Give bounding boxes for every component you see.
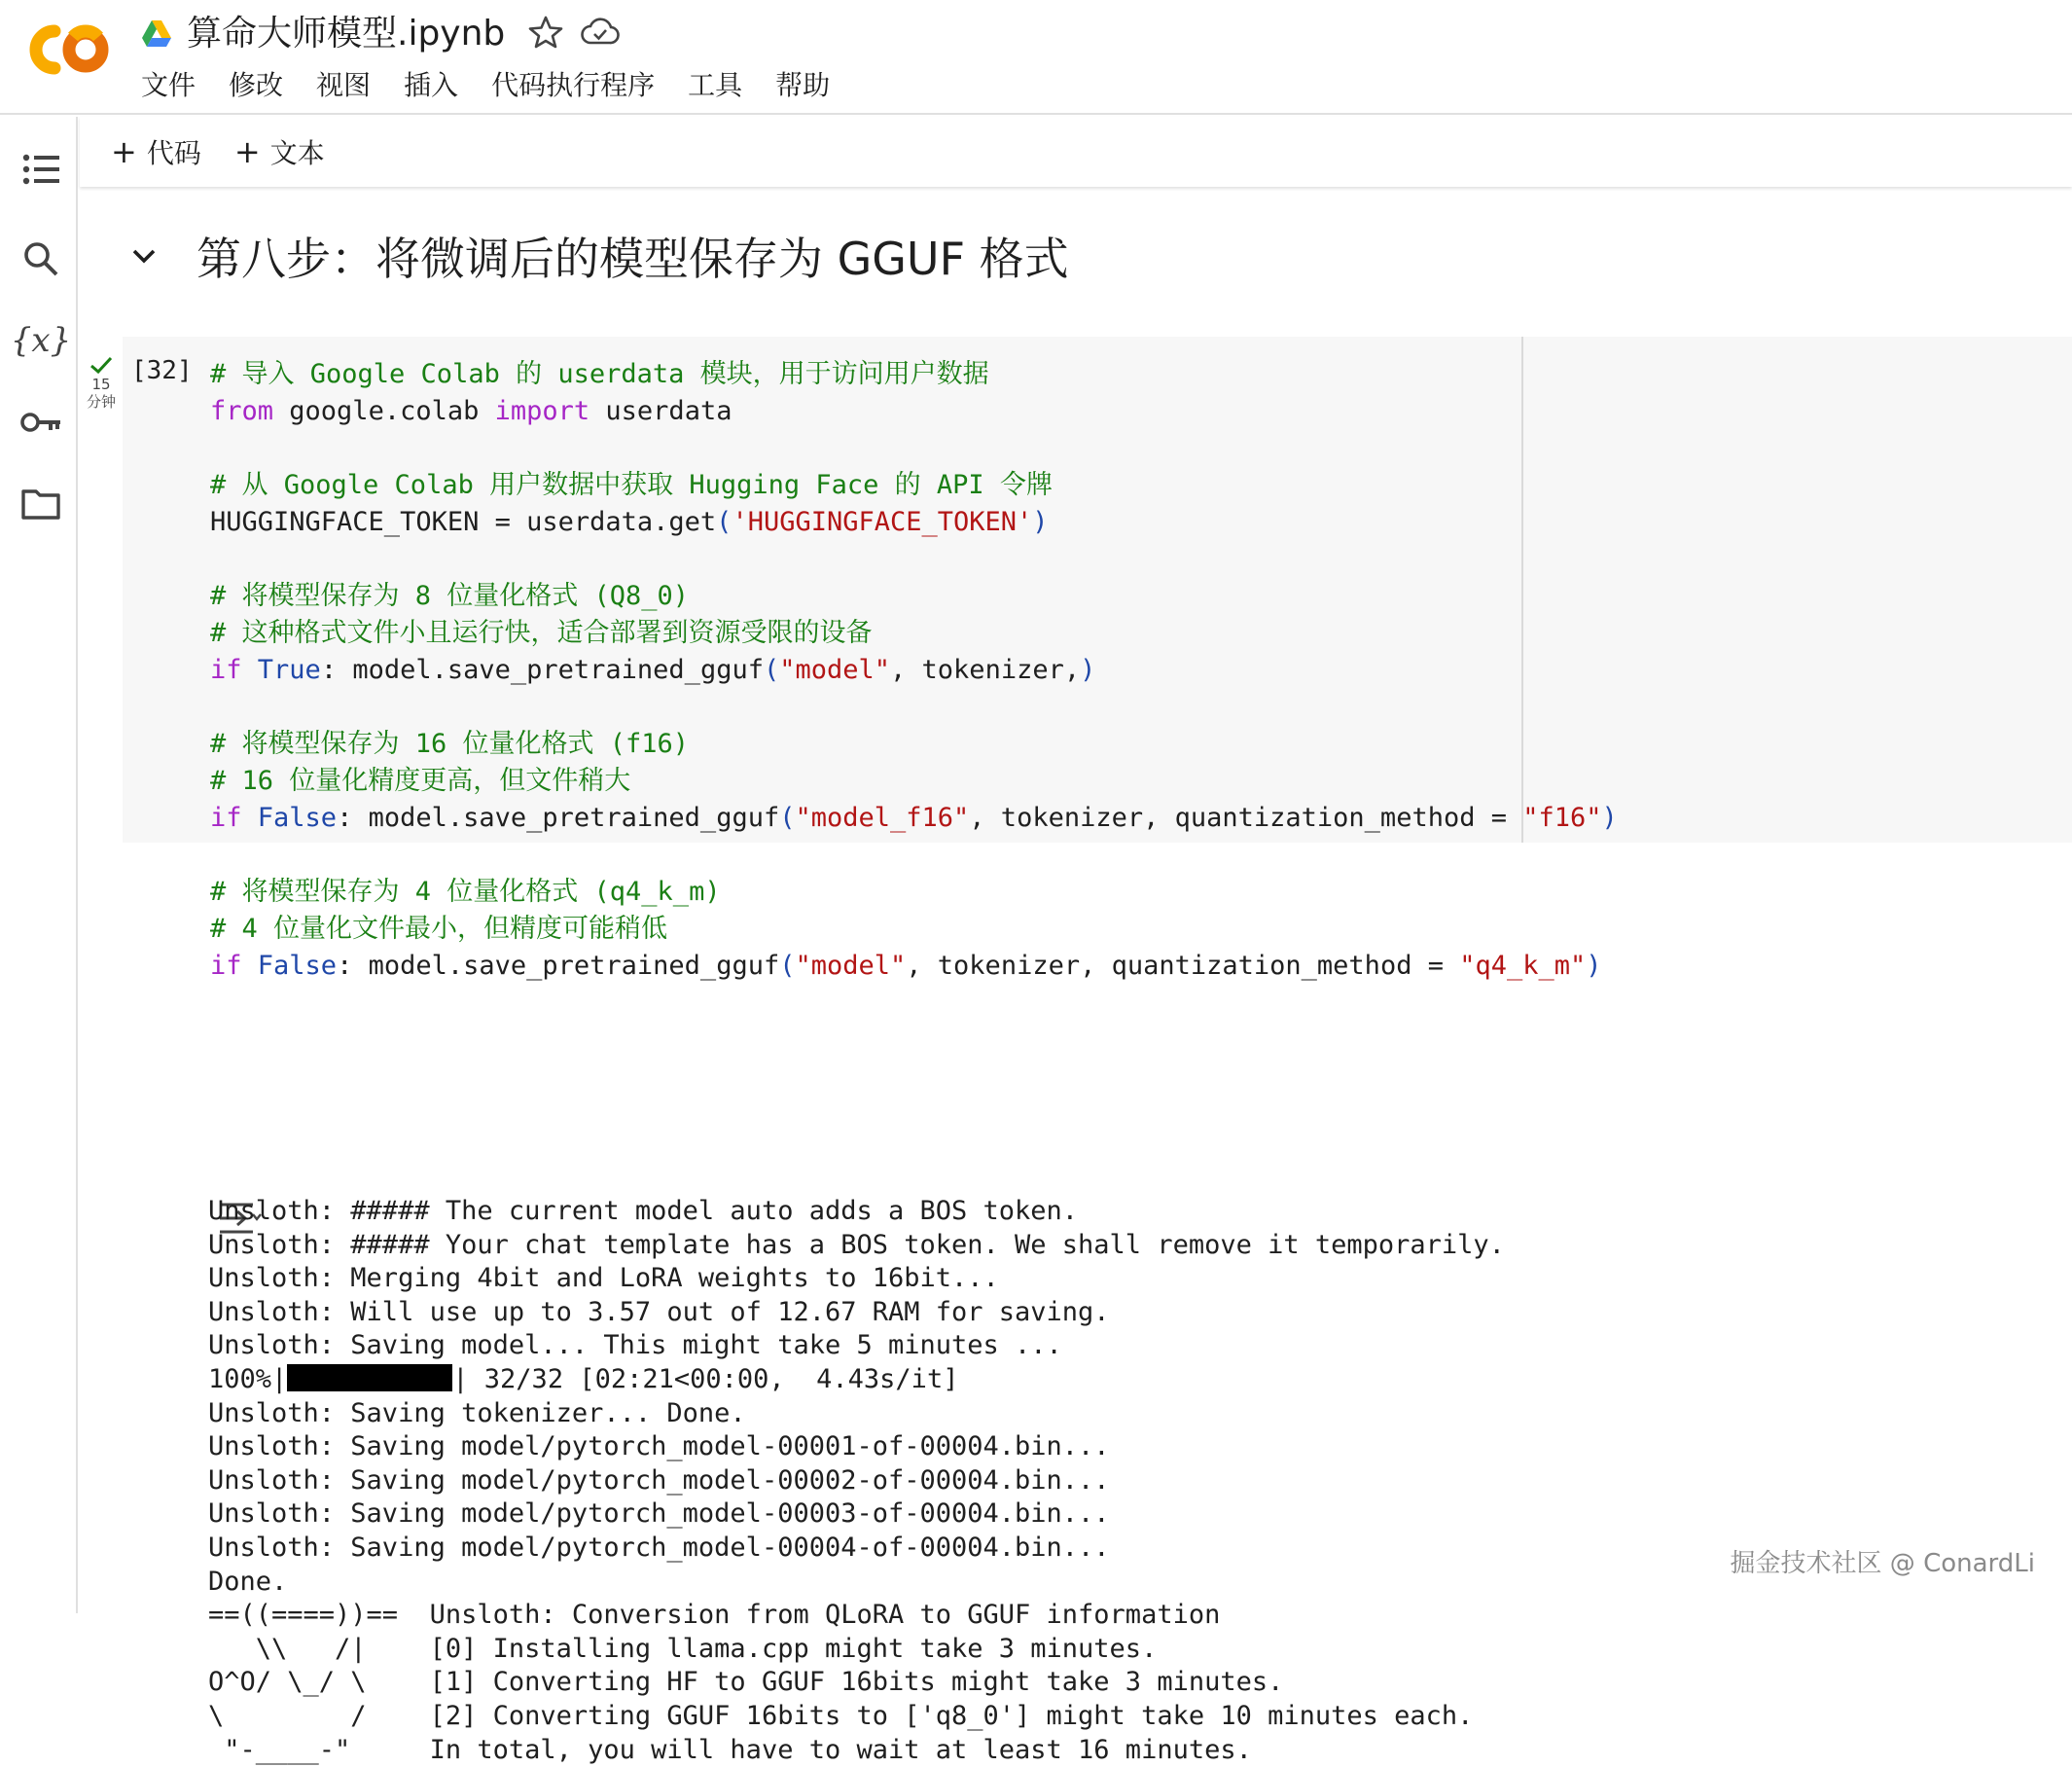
section-title: 第八步：将微调后的模型保存为 GGUF 格式 (196, 224, 1069, 288)
output-line: Unsloth: Saving model... This might take 5 minutes ... (208, 1329, 1505, 1363)
code-token: ( (716, 507, 732, 537)
run-duration-value: 15 (80, 376, 123, 393)
output-line: Unsloth: Saving model/pytorch_model-00003-of-00004.bin... (208, 1497, 1505, 1532)
code-token: from (210, 396, 273, 426)
code-token: ) (1032, 507, 1048, 537)
code-token: , tokenizer, quantization_method = (906, 951, 1459, 981)
code-token: # 将模型保存为 8 位量化格式 (Q8_0) (210, 581, 689, 611)
files-button[interactable] (14, 477, 68, 531)
notebook-title[interactable]: 算命大师模型.ipynb (187, 10, 505, 58)
code-token: ( (779, 951, 795, 981)
menu-help[interactable]: 帮助 (775, 64, 845, 107)
code-token: , tokenizer, (890, 655, 1080, 685)
menu-insert[interactable]: 插入 (404, 64, 474, 107)
left-sidebar (0, 117, 78, 1613)
code-line (210, 504, 1618, 541)
code-token: False (258, 951, 337, 981)
code-token: # 将模型保存为 4 位量化格式 (q4_k_m) (210, 877, 721, 907)
output-line: \\ /| [0] Installing llama.cpp might take 3 minutes. (208, 1633, 1505, 1667)
add-code-cell-button[interactable] (111, 132, 201, 171)
code-token: # 4 位量化文件最小，但精度可能稍低 (210, 914, 667, 944)
code-token: : model.save_pretrained_gguf (337, 951, 779, 981)
progress-percent: 100%| (208, 1364, 287, 1394)
output-line: Unsloth: Saving model/pytorch_model-00004-of-00004.bin... (208, 1532, 1505, 1566)
table-of-contents-button[interactable] (14, 142, 68, 197)
section-header (125, 222, 1069, 290)
code-token: google.colab (273, 396, 495, 426)
code-line (210, 615, 1618, 652)
code-token: : model.save_pretrained_gguf (337, 803, 779, 833)
code-line (210, 430, 1618, 467)
code-editor[interactable] (210, 356, 1618, 985)
menu-bar (141, 64, 863, 107)
secrets-button[interactable] (14, 395, 68, 450)
code-token: "model_f16" (795, 803, 969, 833)
code-token: userdata (589, 396, 732, 426)
secrets-key-icon (19, 408, 62, 437)
code-token: "model" (779, 655, 890, 685)
code-editor-area[interactable] (123, 337, 1523, 843)
code-token: ) (1586, 951, 1601, 981)
output-line: Done. (208, 1566, 1505, 1600)
execution-count: [32] (131, 356, 193, 385)
output-line: Unsloth: Merging 4bit and LoRA weights to 16bit... (208, 1262, 1505, 1296)
code-token: # 从 Google Colab 用户数据中获取 Hugging Face 的 API 令牌 (210, 470, 1053, 500)
code-token: False (258, 803, 337, 833)
code-token: import (495, 396, 590, 426)
code-token: : model.save_pretrained_gguf (321, 655, 764, 685)
cell-output (208, 1195, 1505, 1767)
plus-icon: + (111, 133, 137, 170)
progress-stats: | 32/32 [02:21<00:00, 4.43s/it] (452, 1364, 958, 1394)
code-line (210, 578, 1618, 615)
code-line (210, 911, 1618, 948)
code-line (210, 541, 1618, 578)
output-line: Unsloth: ##### The current model auto adds a BOS token. (208, 1195, 1505, 1229)
code-line (210, 652, 1618, 689)
star-icon[interactable] (527, 14, 564, 51)
search-button[interactable] (14, 232, 68, 286)
google-drive-icon (141, 18, 172, 49)
code-token: "model" (795, 951, 906, 981)
run-duration-unit: 分钟 (80, 393, 123, 411)
menu-view[interactable]: 视图 (316, 64, 386, 107)
code-token: ) (1080, 655, 1095, 685)
code-token: ) (1602, 803, 1618, 833)
code-token: if (210, 951, 242, 981)
variables-button[interactable] (14, 313, 68, 368)
code-line (210, 948, 1618, 985)
code-token: # 16 位量化精度更高，但文件稍大 (210, 766, 630, 796)
code-line (210, 393, 1618, 430)
notebook-content (80, 187, 2072, 1613)
menu-tools[interactable]: 工具 (688, 64, 758, 107)
code-token: 'HUGGINGFACE_TOKEN' (732, 507, 1032, 537)
notebook-toolbar (80, 117, 2072, 187)
code-token: "f16" (1522, 803, 1601, 833)
code-line (210, 874, 1618, 911)
output-line: Unsloth: Saving tokenizer... Done. (208, 1397, 1505, 1431)
chevron-down-icon[interactable] (125, 236, 163, 275)
code-token: "q4_k_m" (1459, 951, 1586, 981)
output-line: Unsloth: Saving model/pytorch_model-00002-of-00004.bin... (208, 1464, 1505, 1498)
variables-icon: {x} (11, 321, 71, 360)
code-token: if (210, 803, 242, 833)
code-line (210, 800, 1618, 837)
output-line: Unsloth: Saving model/pytorch_model-00001-of-00004.bin... (208, 1430, 1505, 1464)
code-line (210, 837, 1618, 874)
code-token: ( (779, 803, 795, 833)
progress-line (208, 1363, 1505, 1397)
output-line: \ / [2] Converting GGUF 16bits to ['q8_0'] might take 10 minutes each. (208, 1700, 1505, 1734)
watermark: 掘金技术社区 @ ConardLi (1731, 1543, 2035, 1579)
code-line (210, 689, 1618, 726)
add-code-label: 代码 (147, 137, 201, 169)
app-header (0, 0, 2072, 115)
menu-file[interactable]: 文件 (141, 64, 211, 107)
folder-icon (20, 487, 61, 521)
code-token: ( (764, 655, 779, 685)
output-line: Unsloth: Will use up to 3.57 out of 12.67 RAM for saving. (208, 1296, 1505, 1330)
output-line: O^O/ \_/ \ [1] Converting HF to GGUF 16bits might take 3 minutes. (208, 1666, 1505, 1700)
output-line: "-____-" In total, you will have to wait at least 16 minutes. (208, 1734, 1505, 1767)
menu-edit[interactable]: 修改 (229, 64, 299, 107)
code-token: # 导入 Google Colab 的 userdata 模块，用于访问用户数据 (210, 359, 989, 389)
code-token (242, 803, 258, 833)
plus-icon: + (234, 133, 261, 170)
code-token: # 将模型保存为 16 位量化格式 (f16) (210, 729, 689, 759)
toc-icon (21, 152, 60, 187)
menu-runtime[interactable]: 代码执行程序 (491, 64, 670, 107)
cloud-saved-icon[interactable] (580, 14, 621, 51)
code-token (242, 655, 258, 685)
code-cell[interactable] (123, 337, 2072, 843)
cell-run-status (80, 354, 123, 411)
output-line: ==((====))== Unsloth: Conversion from QLoRA to GGUF information (208, 1599, 1505, 1633)
code-line (210, 467, 1618, 504)
code-token: True (258, 655, 321, 685)
output-line: Unsloth: ##### Your chat template has a BOS token. We shall remove it temporarily. (208, 1229, 1505, 1263)
search-icon (22, 240, 59, 277)
code-token: # 这种格式文件小且运行快，适合部署到资源受限的设备 (210, 618, 873, 648)
code-line (210, 763, 1618, 800)
code-token: , tokenizer, quantization_method = (969, 803, 1522, 833)
code-token (242, 951, 258, 981)
code-token: if (210, 655, 242, 685)
code-line (210, 726, 1618, 763)
progress-bar-fill (287, 1364, 452, 1391)
add-text-cell-button[interactable] (234, 132, 325, 171)
check-icon (89, 354, 114, 376)
add-text-label: 文本 (270, 137, 325, 169)
code-token: HUGGINGFACE_TOKEN = userdata.get (210, 507, 716, 537)
code-line (210, 356, 1618, 393)
colab-logo-icon[interactable] (25, 18, 111, 82)
